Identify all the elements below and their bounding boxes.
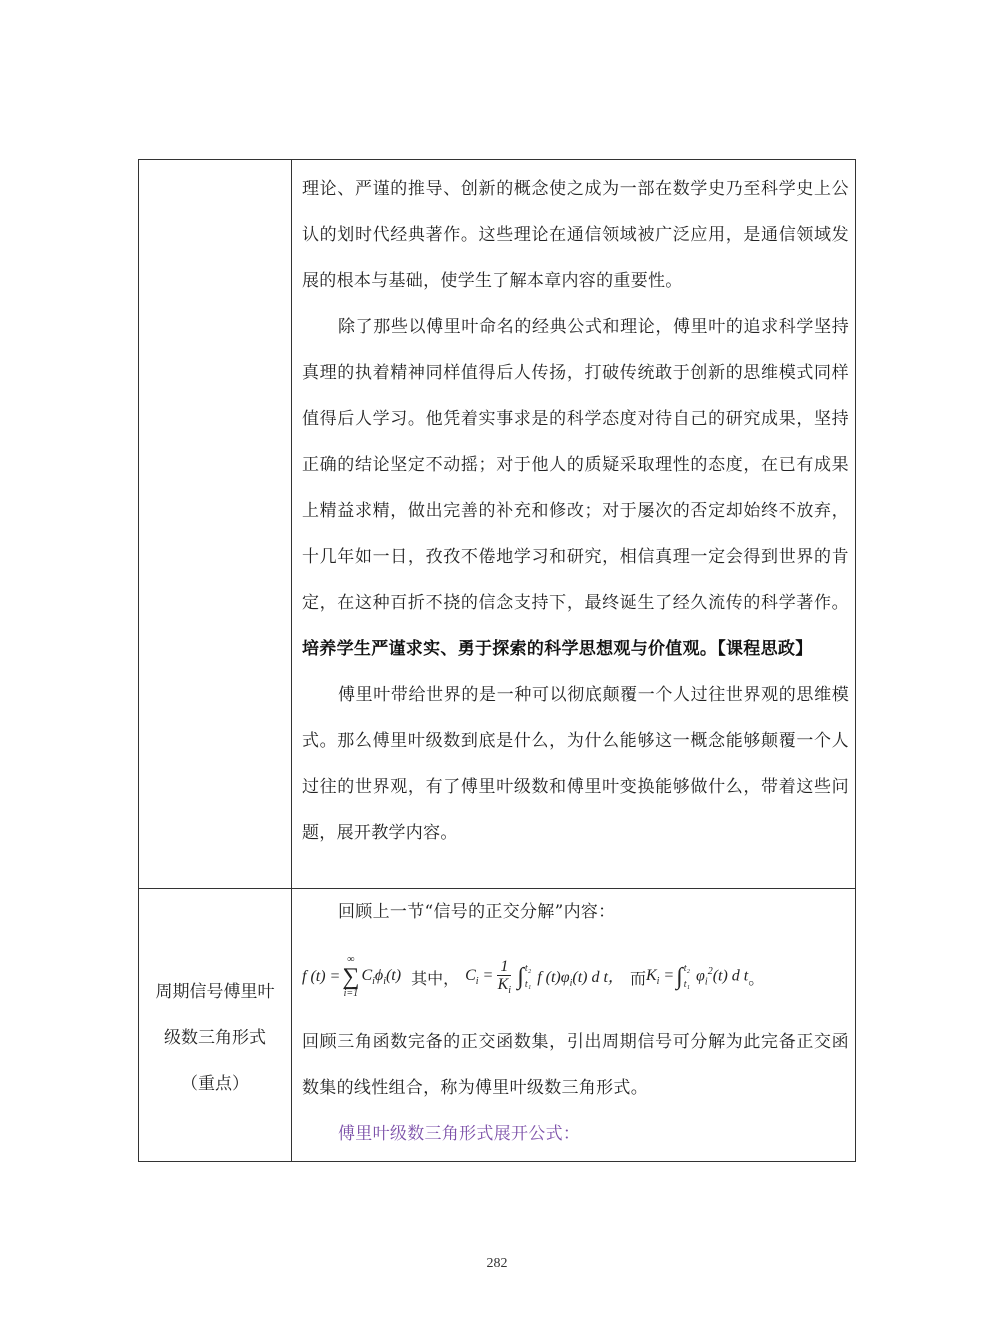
paragraph-2-bold: 培养学生严谨求实、勇于探索的科学思想观与价值观。 xyxy=(302,639,718,659)
integrand-1: f $(t)\varphi_i(t)$ d t， xyxy=(537,969,624,990)
table-row xyxy=(139,889,856,1162)
paragraph-2 xyxy=(302,304,849,672)
integral-upper: t₂ xyxy=(683,963,691,974)
paragraph-1: 理论、严谨的推导、创新的概念使之成为一部在数学史乃至科学史上公认的划时代经典著作。这些理论在通信领域被广泛应用，是通信领域发展的根本与基础，使学生了解本章内容的重要性。 xyxy=(302,179,849,291)
sum-lower: i=1 xyxy=(343,988,359,999)
paragraph-3: 傅里叶带给世界的是一种可以彻底颠覆一个人过往世界观的思维模式。那么傅里叶级数到底是什么，为什么能够这一概念能够颠覆一个人过往的世界观，有了傅里叶级数和傅里叶变换能够做什么，带着这些问题，展开教学内容。 xyxy=(302,685,849,843)
orthogonal-decomposition-formula xyxy=(302,935,849,1019)
row2-left-cell xyxy=(139,889,292,1162)
content-table xyxy=(138,159,856,1162)
row2-right-cell xyxy=(292,889,856,1162)
table-row xyxy=(139,160,856,889)
integral-2 xyxy=(676,961,690,993)
topic-label-line3: （重点） xyxy=(181,1074,249,1094)
topic-label-line2: 级数三角形式 xyxy=(164,1028,266,1048)
review-intro: 回顾上一节“信号的正交分解”内容： xyxy=(338,902,616,922)
sigma-glyph: ∑ xyxy=(342,964,360,990)
integral-glyph: ∫ xyxy=(676,963,683,990)
fraction-numerator: 1 xyxy=(497,958,511,977)
qizhong-text: 其中， xyxy=(411,968,460,988)
ki-symbol: $K_i$ = xyxy=(645,966,675,988)
formula-period: 。 xyxy=(748,968,765,988)
page-number: 282 xyxy=(486,1256,508,1271)
er-text: 而 xyxy=(629,968,646,988)
paragraph-2-text: 除了那些以傅里叶命名的经典公式和理论，傅里叶的追求科学坚持真理的执着精神同样值得后人传扬，打破传统敢于创新的思维模式同样值得后人学习。他凭着实事求是的科学态度对待自己的研究成果，坚持正确的结论坚定不动摇；对于他人的质疑采取理性的态度，在已有成果上精益求精，做出完善的补充和修改；对于屡次的否定却始终不放弃，十几年如一日，孜孜不倦地学习和研究，相信真理一定会得到世界的肯定，在这种百折不挠的信念支持下，最终诞生了经久流传的科学著作。 xyxy=(302,317,849,613)
ci-symbol: $C_i$ = xyxy=(465,966,494,988)
integral-1 xyxy=(517,961,531,993)
sum-term: $C_i\phi_i(t)$ xyxy=(361,966,402,988)
formula-lhs: f (t) = xyxy=(302,968,341,985)
integral-glyph: ∫ xyxy=(517,963,524,990)
fraction-denominator: $K_i$ xyxy=(497,976,512,997)
integral-upper: t₂ xyxy=(524,963,532,974)
row1-right-cell xyxy=(292,160,856,889)
row1-left-cell xyxy=(139,160,292,889)
integral-lower: t₁ xyxy=(524,979,532,990)
expansion-subheading: 傅里叶级数三角形式展开公式： xyxy=(338,1124,581,1144)
course-tag: 【课程思政】 xyxy=(717,639,813,659)
review-body: 回顾三角函数完备的正交函数集，引出周期信号可分解为此完备正交函数集的线性组合，称为傅里叶级数三角形式。 xyxy=(302,1032,849,1098)
sum-upper: ∞ xyxy=(347,954,355,965)
topic-label xyxy=(139,889,291,1107)
sum-symbol xyxy=(342,955,359,999)
fraction xyxy=(497,958,511,997)
topic-label-line1: 周期信号傅里叶 xyxy=(155,982,275,1002)
integral-lower: t₁ xyxy=(683,979,691,990)
integrand-2: $\varphi_i^2(t)$ d t xyxy=(696,966,749,988)
